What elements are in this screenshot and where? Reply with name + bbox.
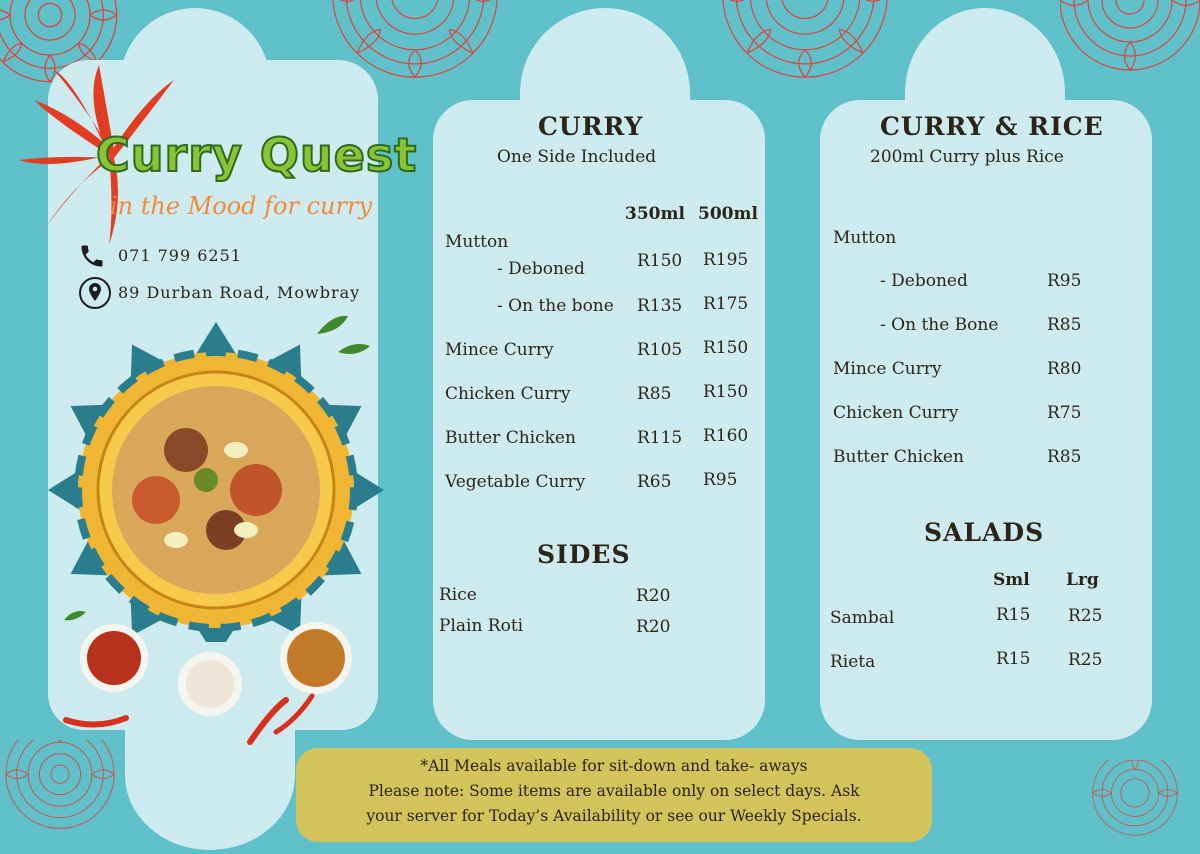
availability-notice: [296, 748, 932, 842]
curry-rice-item-name: Butter Chicken: [833, 447, 964, 467]
curry-item-price-350: R135: [637, 296, 683, 316]
curry-rice-item-name: Mince Curry: [833, 359, 942, 379]
curry-group-mutton: Mutton: [445, 232, 509, 252]
salads-title: SALADS: [924, 518, 1045, 547]
curry-item-price-500: R175: [703, 294, 749, 314]
curry-rice-subtitle: 200ml Curry plus Rice: [870, 147, 1064, 167]
salads-item-price-sml: R15: [996, 605, 1031, 625]
curry-item-name: Vegetable Curry: [445, 472, 586, 492]
sides-item-price: R20: [636, 617, 671, 637]
curry-size-header-500: 500ml: [698, 204, 758, 224]
curry-item-price-350: R105: [637, 340, 683, 360]
location-pin-icon: [78, 276, 112, 310]
curry-item-price-350: R85: [637, 384, 672, 404]
sides-title: SIDES: [537, 540, 631, 569]
curry-item-price-500: R150: [703, 338, 749, 358]
salads-size-header-sml: Sml: [993, 570, 1030, 590]
curry-item-price-500: R195: [703, 250, 749, 270]
curry-item-name: - On the bone: [497, 296, 614, 316]
curry-rice-title: CURRY & RICE: [880, 112, 1104, 141]
curry-rice-item-price: R80: [1047, 359, 1082, 379]
salads-size-header-lrg: Lrg: [1066, 570, 1099, 590]
spice-bowls-illustration: [60, 600, 360, 750]
address: 89 Durban Road, Mowbray: [118, 283, 361, 302]
salads-item-price-lrg: R25: [1068, 606, 1103, 626]
curry-item-name: - Deboned: [497, 259, 585, 279]
sides-item-name: Rice: [439, 585, 477, 605]
mandala-ornament-top-center-right: [690, 0, 920, 85]
curry-item-price-500: R150: [703, 382, 749, 402]
curry-item-name: Mince Curry: [445, 340, 554, 360]
curry-rice-item-price: R75: [1047, 403, 1082, 423]
phone-icon: [78, 242, 106, 270]
notice-line-3: your server for Today’s Availability or see our Weekly Specials.: [366, 807, 862, 825]
curry-size-header-350: 350ml: [625, 204, 685, 224]
notice-line-2: Please note: Some items are available only on select days. Ask: [368, 782, 860, 800]
curry-item-name: Butter Chicken: [445, 428, 576, 448]
sides-item-price: R20: [636, 586, 671, 606]
logo-tagline: in the Mood for curry: [110, 192, 372, 220]
curry-rice-item-price: R85: [1047, 447, 1082, 467]
mandala-ornament-top-right: [1060, 0, 1200, 80]
curry-title: CURRY: [538, 112, 644, 141]
phone-number: 071 799 6251: [118, 246, 242, 265]
curry-rice-item-price: R95: [1047, 271, 1082, 291]
sides-item-name: Plain Roti: [439, 616, 524, 636]
curry-item-price-350: R150: [637, 251, 683, 271]
curry-rice-item-name: Chicken Curry: [833, 403, 959, 423]
salads-item-name: Sambal: [830, 608, 895, 628]
curry-subtitle: One Side Included: [497, 147, 657, 167]
leaf-icon: [312, 312, 372, 362]
curry-rice-item-name: - Deboned: [880, 271, 968, 291]
salads-item-name: Rieta: [830, 652, 876, 672]
curry-rice-group-mutton: Mutton: [833, 228, 897, 248]
curry-item-name: Chicken Curry: [445, 384, 571, 404]
logo-title: Curry Quest: [96, 128, 418, 182]
salads-item-price-lrg: R25: [1068, 650, 1103, 670]
curry-rice-item-name: - On the Bone: [880, 315, 999, 335]
curry-item-price-500: R95: [703, 470, 738, 490]
curry-item-price-350: R115: [637, 428, 683, 448]
mandala-ornament-bottom-right: [1070, 760, 1200, 854]
notice-line-1: *All Meals available for sit-down and take- aways: [420, 757, 808, 775]
curry-rice-item-price: R85: [1047, 315, 1082, 335]
curry-item-price-350: R65: [637, 472, 672, 492]
curry-item-price-500: R160: [703, 426, 749, 446]
salads-item-price-sml: R15: [996, 649, 1031, 669]
